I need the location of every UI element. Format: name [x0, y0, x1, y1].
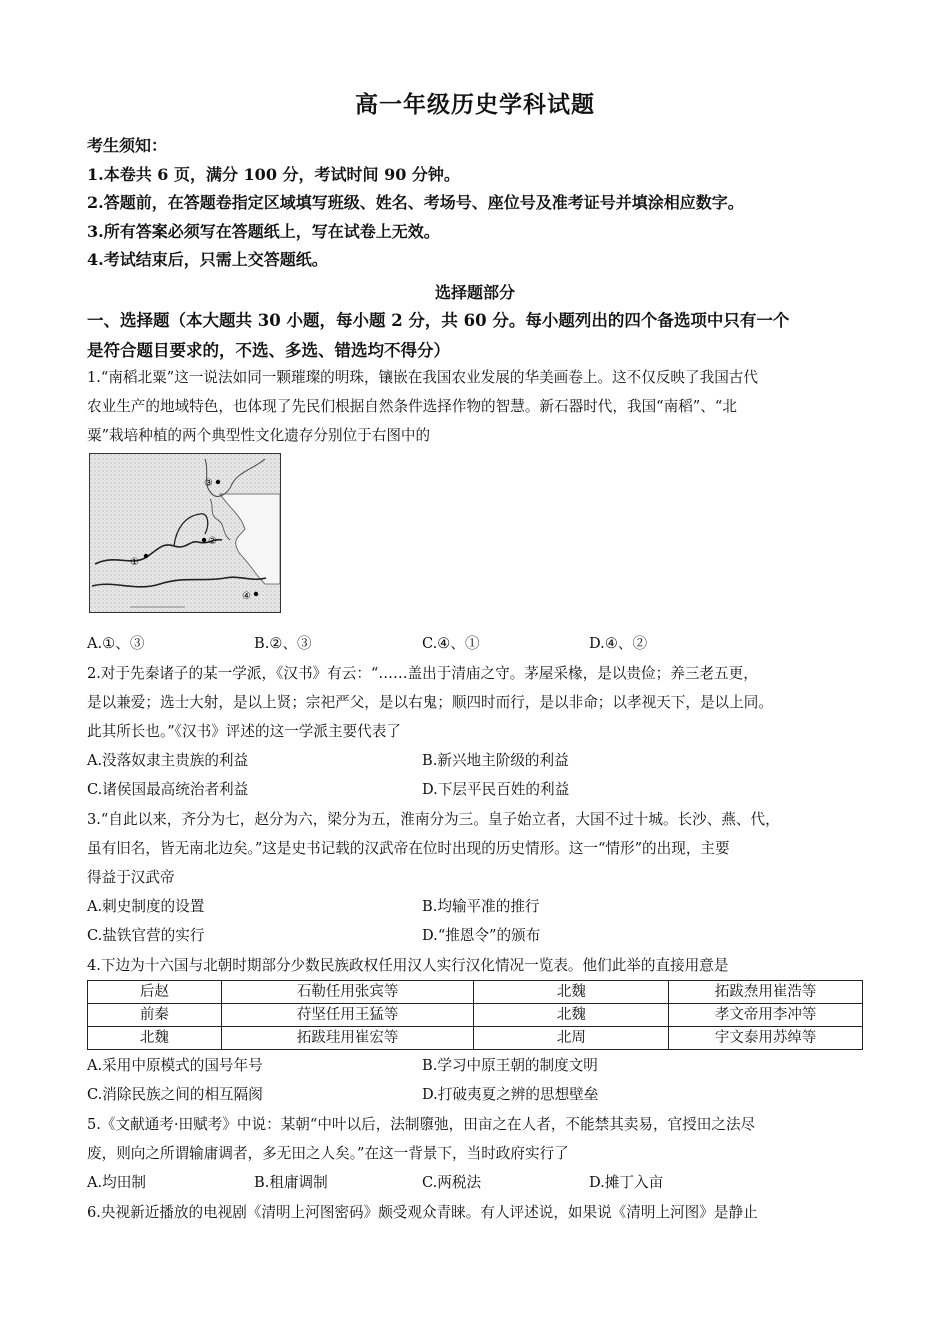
- option-a[interactable]: A.①、③: [87, 635, 145, 652]
- option-c[interactable]: C.消除民族之间的相互隔阂: [87, 1086, 263, 1103]
- question-text: 5.《文献通考·田赋考》中说：某朝“中叶以后，法制隳弛，田亩之在人者，不能禁其卖易，官授田之法尽: [87, 1116, 756, 1133]
- option-d[interactable]: D.④、②: [589, 635, 648, 652]
- map-label-2: ②: [208, 536, 217, 547]
- part-heading-line: 是符合题目要求的，不选、多选、错选均不得分）: [87, 341, 450, 360]
- table-row: [88, 981, 863, 1004]
- map-label-4: ④: [242, 591, 251, 602]
- option-b[interactable]: B.均输平准的推行: [422, 898, 540, 915]
- question-text: 2.对于先秦诸子的某一学派，《汉书》有云：“……盖出于清庙之守。茅屋采椽，是以贵俭；养三老五更，: [87, 665, 758, 682]
- map-label-1: ①: [130, 557, 139, 568]
- question-2-options: [87, 746, 877, 804]
- candidate-notice: [87, 132, 877, 275]
- table-cell: 北魏: [88, 1027, 222, 1050]
- option-a[interactable]: A.采用中原模式的国号年号: [87, 1057, 263, 1074]
- question-5-options: [87, 1168, 877, 1197]
- question-text: 得益于汉武帝: [87, 869, 175, 886]
- table-cell: 拓跋焘用崔浩等: [669, 981, 863, 1004]
- question-4-options: [87, 1051, 877, 1109]
- question-5: [87, 1110, 877, 1168]
- option-c[interactable]: C.④、①: [422, 635, 480, 652]
- option-a[interactable]: A.刺史制度的设置: [87, 898, 205, 915]
- option-b[interactable]: B.新兴地主阶级的利益: [422, 752, 569, 769]
- option-a[interactable]: A.均田制: [87, 1174, 146, 1191]
- table-cell: 孝文帝用李冲等: [669, 1004, 863, 1027]
- notice-item: 3.所有答案必须写在答题纸上，写在试卷上无效。: [87, 221, 440, 241]
- question-text: 此其所长也。”《汉书》评述的这一学派主要代表了: [87, 723, 401, 740]
- question-6: [87, 1198, 877, 1227]
- option-d[interactable]: D.打破夷夏之辨的思想壁垒: [422, 1086, 599, 1103]
- sinicization-table: [87, 980, 863, 1050]
- question-text: 虽有旧名，皆无南北边矣。”这是史书记载的汉武帝在位时出现的历史情形。这一“情形”的出现，主要: [87, 840, 730, 857]
- option-b[interactable]: B.租庸调制: [254, 1174, 328, 1191]
- table-cell: 苻坚任用王猛等: [221, 1004, 474, 1027]
- part-heading: [87, 306, 877, 366]
- china-neolithic-map: [89, 453, 281, 613]
- table-cell: 北周: [474, 1027, 669, 1050]
- question-3-options: [87, 892, 877, 950]
- question-2: [87, 659, 877, 746]
- table-cell: 宇文泰用苏绰等: [669, 1027, 863, 1050]
- question-text: 3.“自此以来，齐分为七，赵分为六，梁分为五，淮南分为三。皇子始立者，大国不过十城。长沙、燕、代，: [87, 811, 780, 828]
- question-text: 6.央视新近播放的电视剧《清明上河图密码》颇受观众青睐。有人评述说，如果说《清明上河图》是静止: [87, 1204, 758, 1221]
- question-text: 废，则向之所谓输庸调者，多无田之人矣。”在这一背景下，当时政府实行了: [87, 1145, 569, 1162]
- map-graphic: [90, 454, 280, 612]
- option-a[interactable]: A.没落奴隶主贵族的利益: [87, 752, 249, 769]
- table-row: [88, 1027, 863, 1050]
- question-1: [87, 363, 877, 450]
- section-title: 选择题部分: [434, 283, 515, 302]
- option-b[interactable]: B.学习中原王朝的制度文明: [422, 1057, 598, 1074]
- table-cell: 前秦: [88, 1004, 222, 1027]
- question-text: 是以兼爱；选士大射，是以上贤；宗祀严父，是以右鬼；顺四时而行，是以非命；以孝视天下，是以上同。: [87, 694, 773, 711]
- question-text: 4.下边为十六国与北朝时期部分少数民族政权任用汉人实行汉化情况一览表。他们此举的直接用意是: [87, 957, 729, 974]
- question-1-options: [87, 629, 877, 658]
- question-4: [87, 951, 877, 980]
- option-d[interactable]: D.下层平民百姓的利益: [422, 781, 570, 798]
- notice-item: 4.考试结束后，只需上交答题纸。: [87, 250, 328, 269]
- table-cell: 石勒任用张宾等: [221, 981, 474, 1004]
- table-cell: 北魏: [474, 1004, 669, 1027]
- table-cell: 北魏: [474, 981, 669, 1004]
- option-c[interactable]: C.两税法: [422, 1174, 482, 1191]
- map-label-3: ③: [204, 478, 213, 489]
- part-heading-line: 一、选择题（本大题共 30 小题，每小题 2 分，共 60 分。每小题列出的四个备选项中只有一个: [87, 311, 790, 330]
- notice-heading: 考生须知：: [87, 136, 168, 155]
- option-d[interactable]: D.摊丁入亩: [589, 1174, 664, 1191]
- question-text: 农业生产的地域特色，也体现了先民们根据自然条件选择作物的智慧。新石器时代，我国“南稻”、“北: [87, 398, 737, 415]
- question-text: 1.“南稻北粟”这一说法如同一颗璀璨的明珠，镶嵌在我国农业发展的华美画卷上。这不仅反映了我国古代: [87, 369, 758, 386]
- table-row: [88, 1004, 863, 1027]
- option-b[interactable]: B.②、③: [254, 635, 312, 652]
- table-cell: 拓跋珪用崔宏等: [221, 1027, 474, 1050]
- notice-item: 2.答题前，在答题卷指定区域填写班级、姓名、考场号、座位号及准考证号并填涂相应数字。: [87, 193, 744, 212]
- notice-item: 1.本卷共 6 页，满分 100 分，考试时间 90 分钟。: [87, 164, 460, 184]
- option-d[interactable]: D.“推恩令”的颁布: [422, 927, 541, 944]
- table-cell: 后赵: [88, 981, 222, 1004]
- exam-title: 高一年级历史学科试题: [355, 91, 595, 118]
- option-c[interactable]: C.盐铁官营的实行: [87, 927, 205, 944]
- question-text: 粟”栽培种植的两个典型性文化遗存分别位于右图中的: [87, 427, 431, 444]
- option-c[interactable]: C.诸侯国最高统治者利益: [87, 781, 249, 798]
- question-3: [87, 805, 877, 892]
